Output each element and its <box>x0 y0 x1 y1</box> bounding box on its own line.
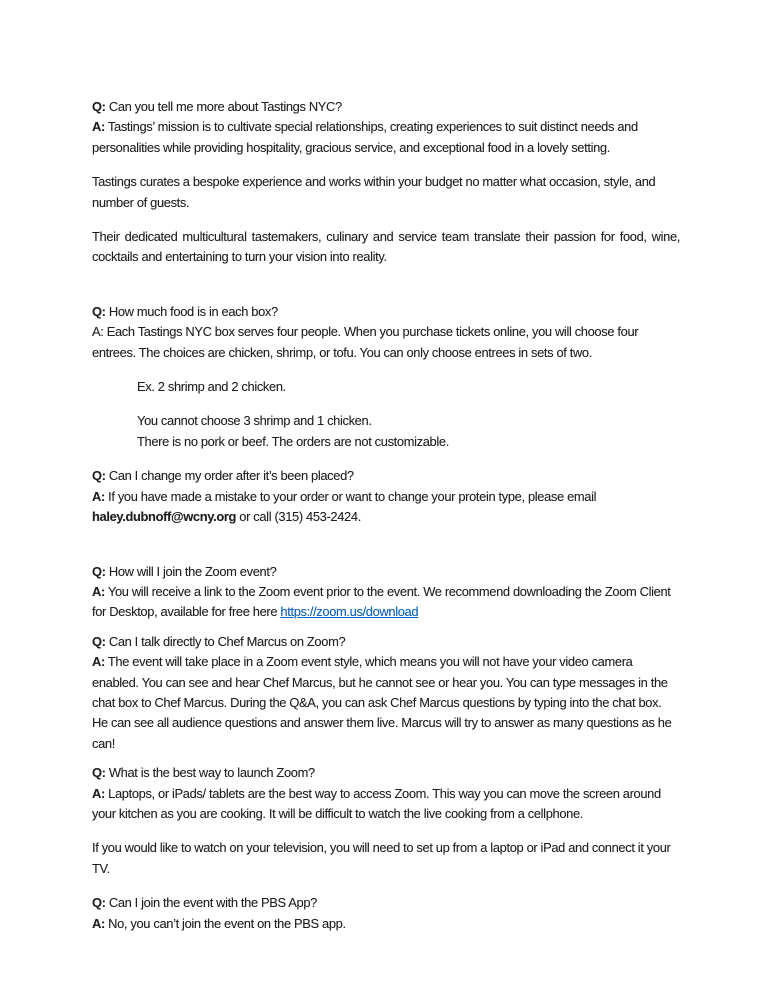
bold-text-run: Q: <box>92 303 106 319</box>
text-run: Tastings’ mission is to cultivate special relationships, creating experiences to suit distinct needs and personalities while providing hospitality, gracious service, and exceptional food in a lovely setting. <box>92 119 638 155</box>
question-line <box>92 763 680 783</box>
blank-line <box>92 452 680 466</box>
bold-text-run: Q: <box>92 895 106 911</box>
text-run: The event will take place in a Zoom event style, which means you will not have your video camera enabled. You can see and hear Chef Marcus, but he cannot see or hear you. You can type messages in the chat box to Chef Marcus. During the Q&A, you can ask Chef Marcus questions by typing into the chat box. He can see all audience questions and answer them live. Marcus will try to answer as many questions as he can! <box>92 654 672 751</box>
blank-line <box>92 397 680 411</box>
faq-document-body <box>92 97 680 934</box>
text-run: Can I talk directly to Chef Marcus on Zoom? <box>105 633 346 649</box>
bold-text-run: Q: <box>92 633 106 649</box>
bold-text-run: A: <box>92 488 105 504</box>
answer-paragraph <box>92 652 680 754</box>
blank-line <box>92 158 680 172</box>
bold-text-run: Q: <box>92 468 106 484</box>
text-run: Tastings curates a bespoke experience and works within your budget no matter what occasion, style, and number of guests. <box>92 174 656 210</box>
text-run: If you would like to watch on your television, you will need to set up from a laptop or iPad and connect it your TV. <box>92 840 671 876</box>
text-run: You will receive a link to the Zoom event prior to the event. We recommend downloading the Zoom Client for Desktop, available for free here <box>92 583 671 620</box>
answer-paragraph <box>92 784 680 825</box>
text-run: Laptops, or iPads/ tablets are the best way to access Zoom. This way you can move the screen around your kitchen as you are cooking. It will be difficult to watch the live cooking from a cellphone. <box>92 785 661 821</box>
body-paragraph <box>92 227 680 268</box>
question-line <box>92 893 680 913</box>
blank-line <box>92 528 680 562</box>
question-line <box>92 562 680 582</box>
text-run: How will I join the Zoom event? <box>105 563 277 579</box>
bold-text-run: Q: <box>92 563 106 579</box>
blank-line <box>92 623 680 632</box>
answer-paragraph <box>92 487 680 528</box>
indented-line <box>92 432 680 452</box>
text-run: How much food is in each box? <box>105 303 278 319</box>
bold-text-run: A: <box>92 119 105 135</box>
text-run: If you have made a mistake to your order or want to change your protein type, please email <box>104 488 597 504</box>
question-line <box>92 466 680 486</box>
text-run: or call (315) 453-2424. <box>236 509 361 525</box>
bold-text-run: A: <box>92 583 105 599</box>
blank-line <box>92 213 680 227</box>
text-run: You cannot choose 3 shrimp and 1 chicken. <box>137 413 372 429</box>
text-run: Can I join the event with the PBS App? <box>105 895 317 911</box>
text-run: A: Each Tastings NYC box serves four people. When you purchase tickets online, you will choose four entrees. The choices are chicken, shrimp, or tofu. You can only choose entrees in sets of two. <box>92 324 639 360</box>
text-run: What is the best way to launch Zoom? <box>105 765 315 781</box>
blank-line <box>92 824 680 838</box>
answer-paragraph <box>92 322 680 363</box>
bold-text-run: A: <box>92 785 105 801</box>
text-run: Their dedicated multicultural tastemakers, culinary and service team translate their passion for food, wine, cocktails and entertaining to turn your vision into reality. <box>92 229 680 265</box>
blank-line <box>92 363 680 377</box>
bold-text-run: A: <box>92 915 105 931</box>
body-paragraph <box>92 838 680 879</box>
blank-line <box>92 754 680 763</box>
text-run: No, you can’t join the event on the PBS app. <box>104 915 346 931</box>
text-run: There is no pork or beef. The orders are not customizable. <box>137 433 449 449</box>
text-run: Can I change my order after it’s been placed? <box>105 468 354 484</box>
zoom-download-link[interactable]: https://zoom.us/download <box>280 604 419 620</box>
answer-paragraph <box>92 117 680 158</box>
bold-text-run: Q: <box>92 99 106 114</box>
question-line <box>92 302 680 322</box>
text-run: Ex. 2 shrimp and 2 chicken. <box>137 379 286 395</box>
bold-text-run: A: <box>92 654 105 670</box>
text-run: Can you tell me more about Tastings NYC? <box>105 99 342 114</box>
body-paragraph <box>92 172 680 213</box>
bold-text-run: haley.dubnoff@wcny.org <box>92 509 237 525</box>
bold-text-run: Q: <box>92 765 106 781</box>
indented-line <box>92 411 680 431</box>
answer-paragraph <box>92 914 680 934</box>
blank-line <box>92 268 680 302</box>
indented-line <box>92 377 680 397</box>
answer-paragraph <box>92 582 680 623</box>
blank-line <box>92 879 680 893</box>
question-line <box>92 97 680 117</box>
question-line <box>92 632 680 652</box>
